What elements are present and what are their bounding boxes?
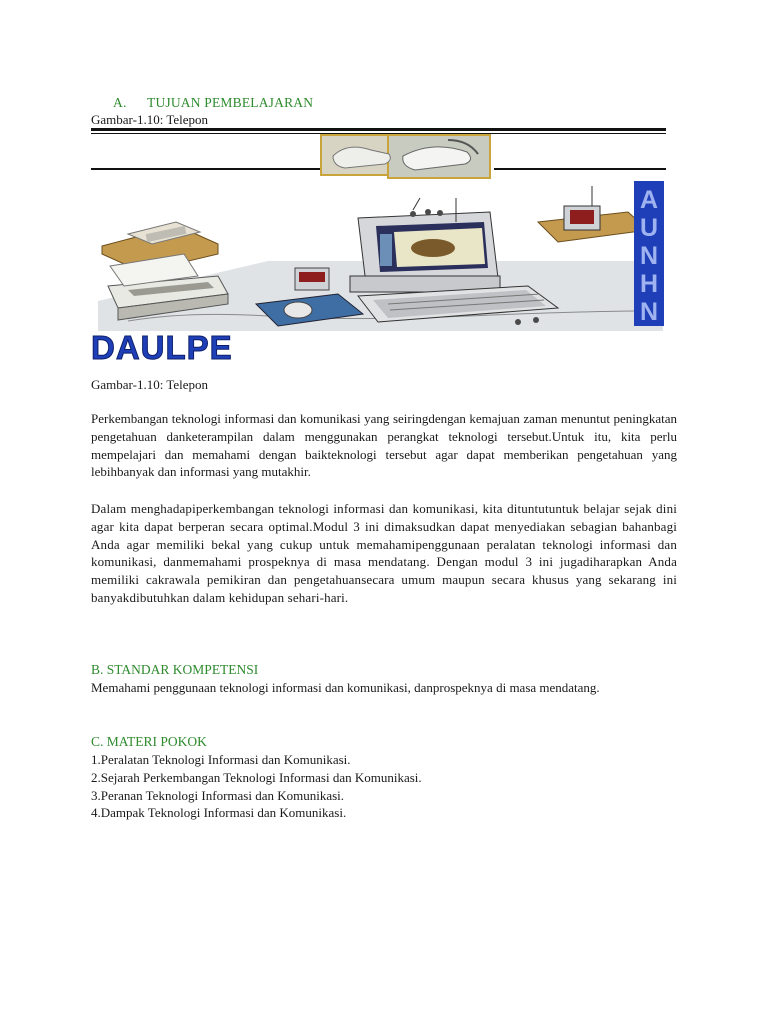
paragraph-module: Dalam menghadapiperkembangan teknologi informasi dan komunikasi, kita dituntutuntuk belajar sejak dini agar kita dapat berperan secara optimal.Modul 3 ini dimaksudkan dapat menyediakan sebagian bahanbagi Anda agar memiliki bekal yang cukup untuk memahamipenggunaan peralatan teknologi informasi dan komunikasi, danmemahami prospeknya di masa mendatang. Dengan modul 3 ini jugadiharapkan Anda memiliki cakrawala pemikiran dan pengetahuansecara umum maupun secara khusus yang sekarang ini banyakdibutuhkan dalam kehidupan sehari-hari.: [91, 501, 677, 605]
section-c-title: C. MATERI POKOK: [91, 734, 207, 749]
computer-monitor: [350, 198, 500, 292]
list-item: 3.Peranan Teknologi Informasi dan Komunikasi.: [91, 787, 345, 803]
section-b-text: Memahami penggunaan teknologi informasi dan komunikasi, danprospeknya di masa mendatang.: [91, 680, 600, 695]
section-b-title: B. STANDAR KOMPETENSI: [91, 662, 259, 677]
paragraph-intro: Perkembangan teknologi informasi dan komunikasi yang seiringdengan kemajuan zaman menuntut peningkatan pengetahuan danketerampilan dalam menggunakan perangkat teknologi tersebut.Untuk itu, kita perlu mempelajari dan memahami dengan baikteknologi tersebut agar dapat memberikan pengetahuan yang lebihbanyak dan informasi yang mutakhir.: [91, 411, 677, 480]
ict-equipment-illustration: [88, 126, 680, 366]
list-item: 1.Peralatan Teknologi Informasi dan Komunikasi.: [91, 752, 351, 767]
section-a-number: A.: [113, 95, 127, 110]
svg-text:A: A: [639, 186, 659, 214]
figure-caption-top: Gambar-1.10: Telepon: [91, 112, 208, 127]
svg-text:N: N: [639, 242, 659, 270]
materi-pokok-list: [91, 751, 422, 822]
section-a-heading: [113, 94, 313, 112]
figure-caption: Gambar-1.10: Telepon: [91, 377, 208, 392]
list-item: 4.Dampak Teknologi Informasi dan Komunikasi.: [91, 805, 347, 821]
list-item: 2.Sejarah Perkembangan Teknologi Informasi dan Komunikasi.: [91, 769, 422, 785]
bottom-logo: DAULPE: [91, 329, 233, 366]
office-phone: [538, 186, 648, 242]
svg-text:U: U: [639, 214, 659, 242]
side-logo: [634, 181, 664, 326]
section-a-title: TUJUAN PEMBELAJARAN: [147, 95, 314, 110]
telephone-image: [321, 135, 490, 178]
svg-text:N: N: [639, 298, 659, 326]
svg-text:H: H: [639, 270, 659, 298]
